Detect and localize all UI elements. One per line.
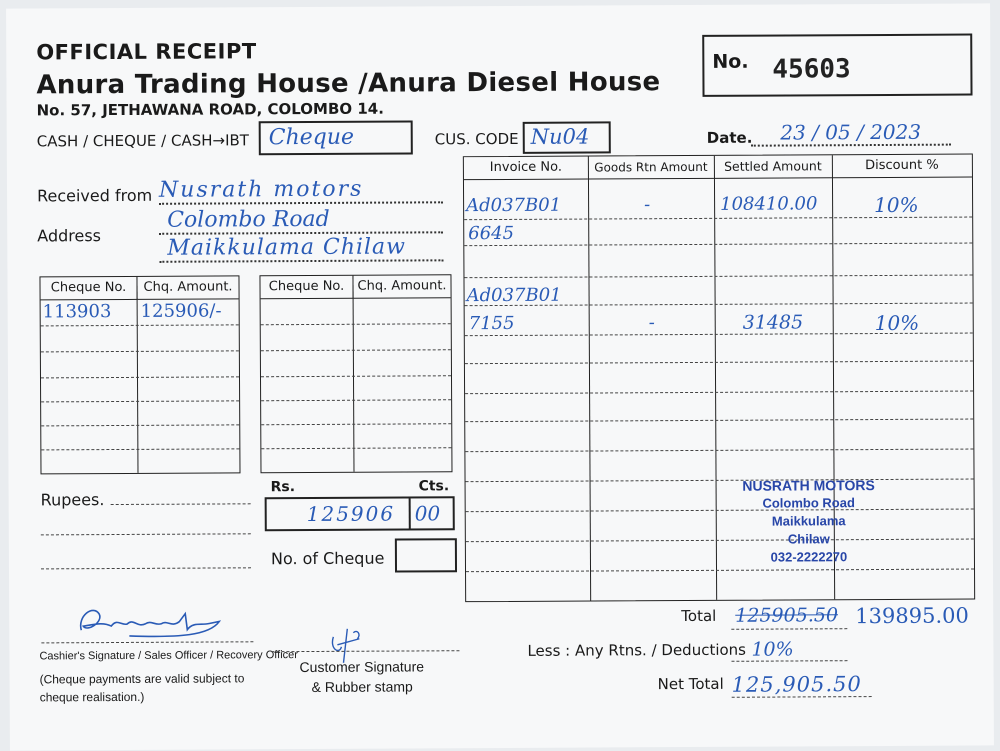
- address-label: Address: [37, 226, 102, 246]
- amount-box: [265, 496, 455, 531]
- payment-method-value: Cheque: [268, 124, 355, 151]
- cashier-label-2: (Cheque payments are valid subject to: [39, 671, 245, 687]
- cus-code-value: Nu04: [530, 124, 590, 149]
- no-of-cheque-box: [395, 538, 457, 572]
- goods-rtn-header: Goods Rtn Amount: [588, 156, 714, 180]
- invoice-table: [463, 154, 975, 603]
- total-value: 139895.00: [855, 603, 969, 629]
- cheque-amount-value: 125906/-: [140, 300, 222, 322]
- receipt-paper: [6, 3, 994, 750]
- invoice-1-line2: 6645: [468, 222, 515, 245]
- cts-value: 00: [414, 501, 441, 526]
- stamp-line-1: NUSRATH MOTORS: [742, 477, 875, 494]
- rs-value: 125906: [306, 501, 396, 527]
- stamp-line-5: 032-2222270: [770, 549, 848, 565]
- receipt-title: OFFICIAL RECEIPT: [36, 39, 257, 65]
- payment-method-box: [259, 120, 413, 155]
- payment-method-label: CASH / CHEQUE / CASH→IBT: [36, 131, 250, 151]
- address-line-1: Colombo Road: [159, 206, 443, 234]
- cheque-amount-header-2: Chq. Amount.: [353, 275, 450, 299]
- cts-label: Cts.: [418, 478, 450, 495]
- stamp-line-4: Chilaw: [787, 531, 830, 547]
- goods-rtn-1: -: [644, 194, 651, 216]
- cheque-no-value: 113903: [42, 301, 112, 323]
- received-from-label: Received from: [36, 185, 153, 206]
- rs-label: Rs.: [270, 479, 296, 496]
- invoice-1-line1: Ad037B01: [466, 194, 562, 217]
- goods-rtn-2: -: [648, 312, 655, 334]
- receipt-no-label: No.: [712, 50, 749, 73]
- cus-code-label: CUS. CODE: [434, 129, 519, 149]
- stamp-line-2: Colombo Road: [762, 495, 855, 511]
- company-name: Anura Trading House /Anura Diesel House: [36, 67, 661, 101]
- date-label: Date.: [706, 128, 753, 147]
- net-total-value: 125,905.50: [732, 672, 872, 698]
- rupees-label: Rupees.: [40, 490, 105, 510]
- cheque-table-right: [259, 274, 452, 473]
- date-value: 23 / 05 / 2023: [751, 120, 951, 147]
- invoice-2-line2: 7155: [468, 312, 515, 335]
- rubber-stamp: [721, 476, 897, 567]
- receipt-number: 45603: [772, 54, 851, 85]
- cheque-no-header-2: Cheque No.: [260, 276, 353, 299]
- cus-code-box: [523, 121, 611, 153]
- total-label: Total: [681, 606, 717, 626]
- cashier-label-1: Cashier's Signature / Sales Officer / Recovery Officer: [39, 649, 298, 663]
- invoice-2-line1: Ad037B01: [466, 284, 562, 307]
- net-total-label: Net Total: [657, 674, 724, 694]
- company-address: No. 57, JETHAWANA ROAD, COLOMBO 14.: [36, 99, 384, 120]
- discount-1: 10%: [874, 192, 919, 218]
- customer-label-2: & Rubber stamp: [311, 678, 413, 695]
- receipt-number-box: [702, 34, 972, 97]
- cashier-label-3: cheque realisation.): [39, 689, 145, 705]
- settled-header: Settled Amount: [714, 155, 832, 179]
- invoice-header: Invoice No.: [464, 157, 588, 181]
- settled-2: 31485: [742, 311, 804, 334]
- cheque-amount-header: Chq. Amount.: [137, 276, 238, 300]
- stamp-line-3: Maikkulama: [771, 513, 846, 529]
- received-from-value: Nusrath motors: [159, 176, 443, 204]
- cheque-table-left: [39, 275, 240, 474]
- address-line-2: Maikkulama Chilaw: [159, 234, 443, 262]
- no-of-cheque-label: No. of Cheque: [270, 548, 385, 569]
- less-label: Less : Any Rtns. / Deductions: [527, 640, 747, 660]
- settled-1: 108410.00: [720, 193, 818, 215]
- customer-label-1: Customer Signature: [299, 658, 425, 676]
- discount-header: Discount %: [832, 155, 972, 179]
- cheque-no-header: Cheque No.: [40, 277, 137, 301]
- total-struck-value: 125905.50: [735, 604, 839, 627]
- discount-2: 10%: [874, 310, 920, 336]
- less-value: 10%: [731, 638, 847, 662]
